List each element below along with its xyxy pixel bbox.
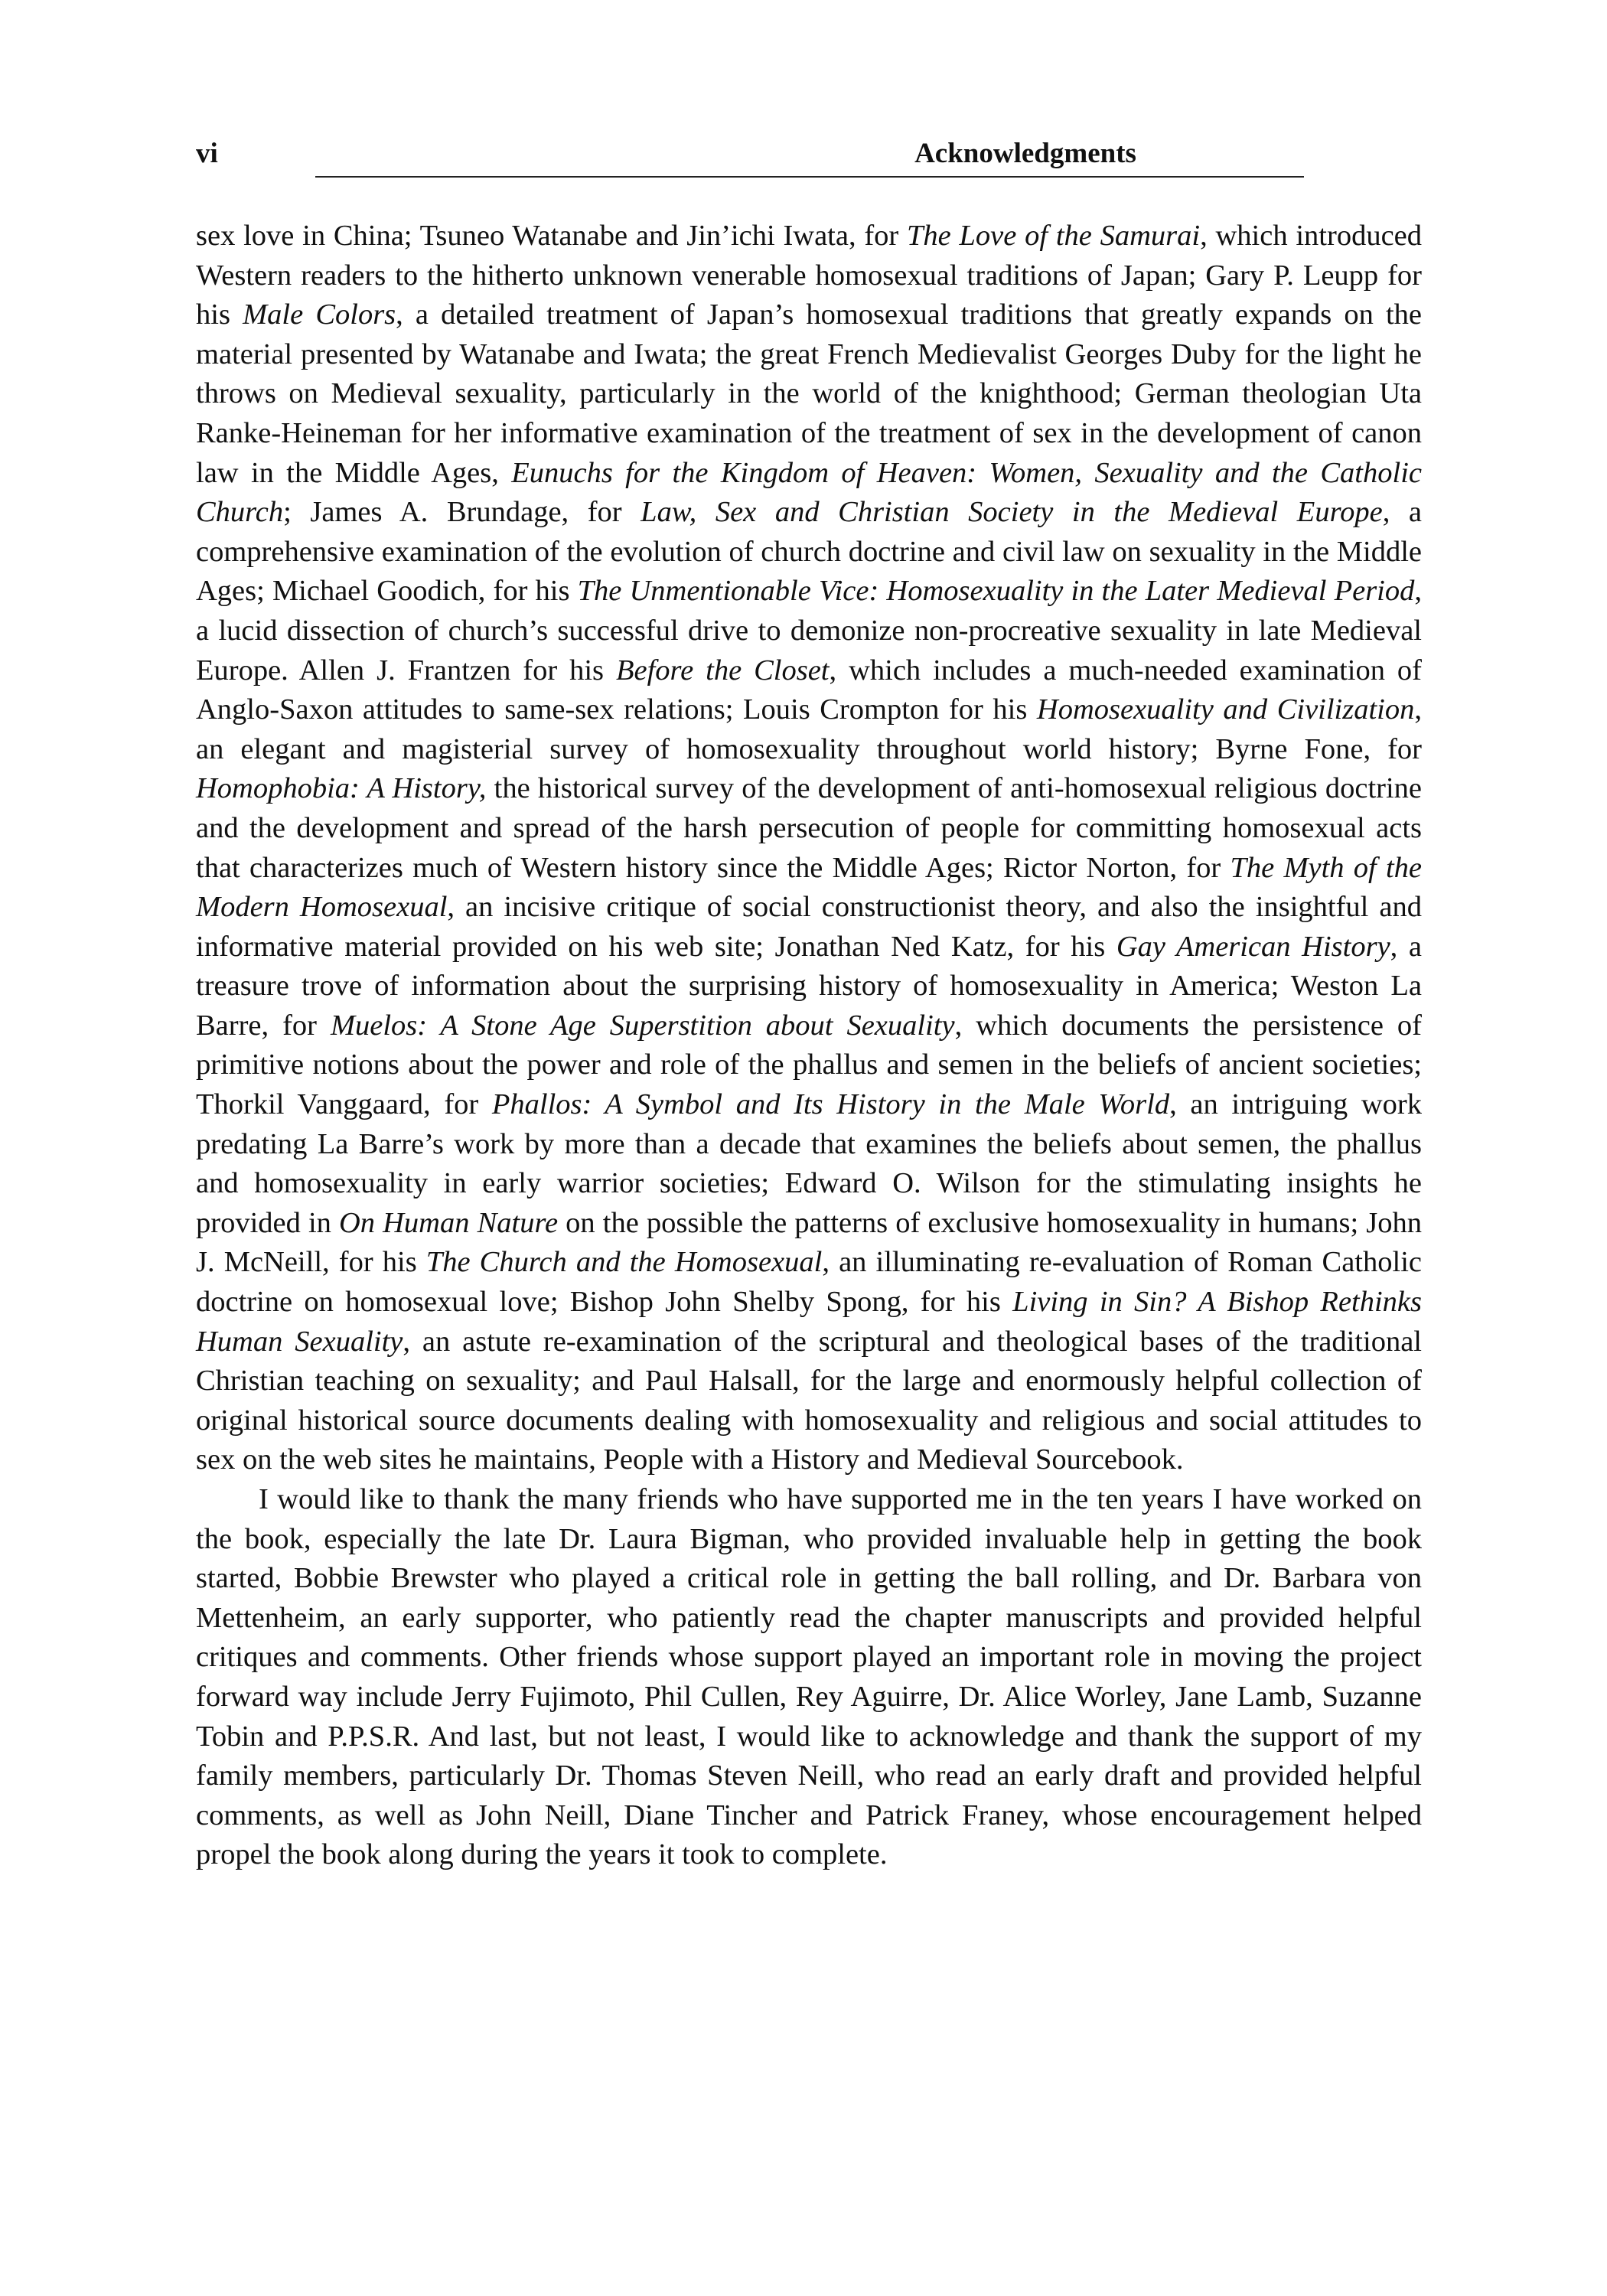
body-text [196, 217, 1422, 1875]
book-title: Muelos: A Stone Age Superstition about Sexuality [330, 1009, 955, 1042]
book-title: On Human Nature [338, 1206, 559, 1239]
book-title: Male Colors [243, 298, 396, 331]
text-run: , which documents the persistence of primitive notions about the power and role of the phallus and semen in the beliefs of ancient societies; Thorkil Vanggaard, for [196, 1009, 1423, 1121]
text-run: , which includes a much-needed examination of Anglo-Saxon attitudes to same-sex relations; Louis Crompton for his [196, 654, 1422, 726]
book-title: Phallos: A Symbol and Its History in the Male World [491, 1088, 1170, 1121]
book-title: The Unmentionable Vice: Homosexuality in the Later Medieval Period [577, 575, 1415, 608]
book-title: Homosexuality and Civilization [1036, 693, 1415, 726]
text-run: I would like to thank the many friends who have supported me in the ten years I have worked on the book, especially the late Dr. Laura Bigman, who provided invaluable help in getting the book started, Bobbie Brewster who played a critical role in getting the ball rolling, and Dr. Barbara von Mettenheim, an early supporter, who patiently read the chapter manuscripts and provided helpful critiques and comments. Other friends whose support played an important role in moving the project forward way include Jerry Fujimoto, Phil Cullen, Rey Aguirre, Dr. Alice Worley, Jane Lamb, Suzanne Tobin and P.P.S.R. And last, but not least, I would like to acknowledge and thank the support of my family members, particularly Dr. Thomas Steven Neill, who read an early draft and provided helpful comments, as well as John Neill, Diane Tincher and Patrick Franey, whose encouragement helped propel the book along during the years it took to complete. [196, 1483, 1422, 1871]
text-run: , a treasure trove of information about the surprising history of homosexuality in America; Weston La Barre, for [196, 930, 1422, 1042]
paragraph-2 [196, 1480, 1422, 1875]
text-run: ; James A. Brundage, for [283, 496, 641, 529]
text-run: , an astute re-examination of the scriptural and theological bases of the traditional Christian teaching on sexuality; and Paul Halsall, for the large and enormously helpful collection of original historical source documents dealing with homosexuality and religious and social attitudes to sex on the web sites he maintains, People with a History and Medieval Sourcebook. [196, 1325, 1422, 1476]
book-title: Eunuchs for the Kingdom of Heaven: Women, Sexuality and the Catholic Church [196, 456, 1422, 529]
running-title: Acknowledgments [914, 138, 1136, 169]
page-header [196, 135, 1599, 181]
text-run: , an incisive critique of social constructionist theory, and also the insightful and informative material provided on his web site; Jonathan Ned Katz, for his [196, 891, 1422, 963]
text-run: the historical survey of the development of anti-homosexual religious doctrine and the development and spread of the harsh persecution of people for committing homosexual acts that characterizes much of Western history since the Middle Ages; Rictor Norton, for [196, 772, 1422, 884]
book-title: The Myth of the Modern Homosexual [196, 851, 1422, 924]
text-run: on the possible the patterns of exclusive homosexuality in humans; John J. McNeill, for his [196, 1206, 1422, 1279]
book-title: Law, Sex and Christian Society in the Medieval Europe [641, 496, 1383, 529]
text-run: , a comprehensive examination of the evolution of church doctrine and civil law on sexuality in the Middle Ages; Michael Goodich, for his [196, 496, 1422, 608]
book-title: The Church and the Homosexual [425, 1246, 823, 1279]
book-title: Gay American History [1116, 930, 1390, 963]
text-run: , which introduced Western readers to the hitherto unknown venerable homosexual traditions of Japan; Gary P. Leupp for his [196, 220, 1422, 331]
header-rule [315, 176, 1304, 178]
text-run: , an intriguing work predating La Barre’s work by more than a decade that examines the beliefs about semen, the phallus and homosexuality in early warrior societies; Edward O. Wilson for the stimulating insights he provided in [196, 1088, 1422, 1239]
paragraph-1 [196, 217, 1422, 1480]
book-title: Living in Sin? A Bishop Rethinks Human Sexuality [196, 1286, 1422, 1358]
text-run: , an illuminating re-evaluation of Roman Catholic doctrine on homosexual love; Bishop John Shelby Spong, for his [196, 1246, 1422, 1319]
book-title: The Love of the Samurai [907, 220, 1201, 252]
text-run: , a detailed treatment of Japan’s homosexual traditions that greatly expands on the material presented by Watanabe and Iwata; the great French Medievalist Georges Duby for the light he throws on Medieval sexuality, particularly in the world of the knighthood; German theologian Uta Ranke-Heineman for her informative examination of the treatment of sex in the development of canon law in the Middle Ages, [196, 298, 1422, 489]
book-title: Homophobia: A History, [196, 772, 487, 805]
text-run: , an elegant and magisterial survey of homosexuality throughout world history; Byrne Fone, for [196, 693, 1422, 765]
book-title: Before the Closet [615, 654, 830, 687]
text-run: sex love in China; Tsuneo Watanabe and Jin’ichi Iwata, for [196, 220, 907, 252]
text-run: , a lucid dissection of church’s successful drive to demonize non-procreative sexuality in late Medieval Europe. Allen J. Frantzen for his [196, 575, 1423, 687]
page-number: vi [196, 138, 218, 169]
